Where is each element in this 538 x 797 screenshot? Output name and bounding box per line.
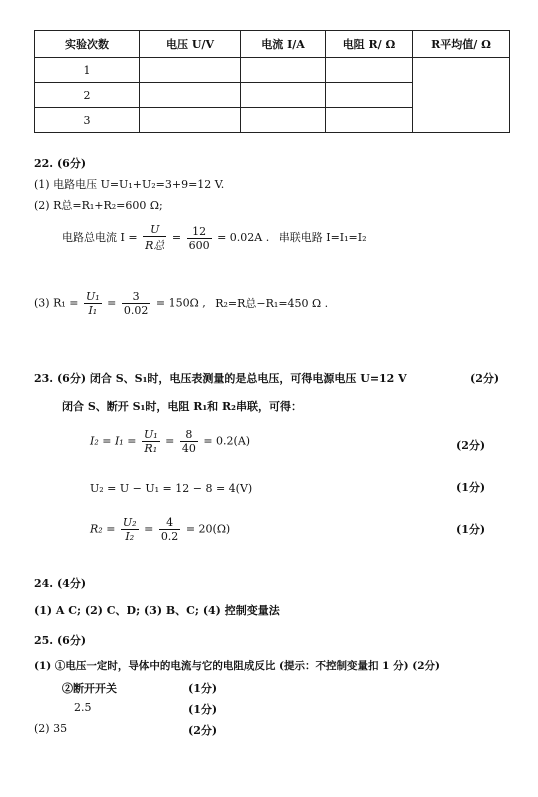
fraction: $\frac{3}{0.02}$ [123,290,149,317]
fraction: $\frac{\text{U₁}}{\text{I₁}}$ [85,290,100,317]
fraction: $\frac{4}{0.2}$ [160,516,179,543]
q23-eq3-points: (1分) [456,523,486,536]
q24-title: 24. (4分) [34,577,87,590]
table-row [35,58,510,83]
q22-r1-eq: (3) R₁ = $\frac{\text{U₁}}{\text{I₁}}$ = $\frac{3}{0.02}$ = 150Ω , R₂=R总−R₁=450 Ω . [34,290,329,317]
q25-line3: 2.5 [74,701,92,714]
q22-title: 22. (6分) [34,157,87,170]
row-index: 1 [35,58,140,83]
header-current: 电流 I/A [241,31,326,58]
q25-line4: (2) 35 [34,722,68,735]
header-resistance: 电阻 R/ Ω [326,31,413,58]
data-table [34,30,510,133]
fraction: $\frac{U}{\text{R总}}$ [145,223,165,252]
q23-line1-points: (2分) [470,372,500,385]
q25-line2-points: (1分) [188,682,218,695]
q23-line1: 23. (6分) 闭合 S、S₁时，电压表测量的是总电压，可得电源电压 U=12 V [34,372,407,385]
row-index: 2 [35,83,140,108]
fraction: $\frac{12}{600}$ [188,224,210,252]
fraction: $\frac{8}{40}$ [181,428,196,455]
row-index: 3 [35,108,140,133]
average-cell [413,58,510,133]
q25-title: 25. (6分) [34,634,87,647]
q24-line1: (1) A C; (2) C、D; (3) B、C; (4) 控制变量法 [34,604,280,617]
q23-line2: 闭合 S、断开 S₁时，电阻 R₁和 R₂串联，可得： [62,400,302,413]
q25-line4-points: (2分) [188,724,218,737]
q25-line3-points: (1分) [188,703,218,716]
table-header-row [35,31,510,58]
header-average: R平均值/ Ω [413,31,510,58]
q23-eq3: R₂ = $\frac{\text{U₂}}{\text{I₂}}$ = $\frac{4}{0.2}$ = 20(Ω) [90,516,231,543]
header-trial: 实验次数 [35,31,140,58]
q23-eq1-points: (2分) [456,439,486,452]
header-voltage: 电压 U/V [140,31,241,58]
q25-line2: ②断开开关 [62,682,117,695]
fraction: $\frac{\text{U₂}}{\text{I₂}}$ [122,516,137,543]
fraction: $\frac{\text{U₁}}{\text{R₁}}$ [143,428,158,455]
q22-current-eq: 电路总电流 I = $\frac{U}{\text{R总}}$ = $\frac{12}{600}$ = 0.02A . 串联电路 I=I₁=I₂ [62,223,367,252]
q22-line2: (2) R总=R₁+R₂=600 Ω; [34,199,163,212]
q23-eq1: I₂ = I₁ = $\frac{\text{U₁}}{\text{R₁}}$ = $\frac{8}{40}$ = 0.2(A) [90,428,251,455]
q25-line1: (1) ①电压一定时，导体中的电流与它的电阻成反比 (提示：不控制变量扣 1 分) (2分) [34,660,441,672]
q23-eq2: U₂ = U − U₁ = 12 − 8 = 4(V) [90,482,253,495]
q23-eq2-points: (1分) [456,481,486,494]
q22-line1: (1) 电路电压 U=U₁+U₂=3+9=12 V. [34,178,225,191]
